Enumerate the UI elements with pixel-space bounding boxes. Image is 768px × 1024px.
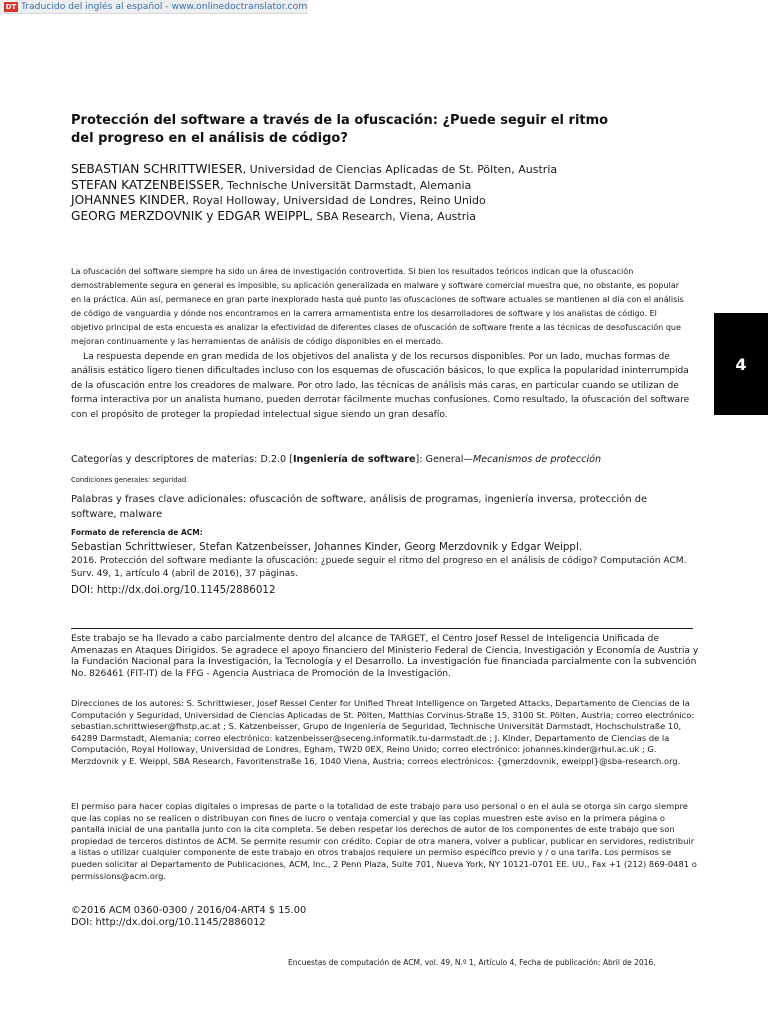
paper-title <box>71 112 611 148</box>
copyright-doi: DOI: http://dx.doi.org/10.1145/2886012 <box>71 917 266 928</box>
author-line <box>71 209 691 225</box>
reference-format-label: Formato de referencia de ACM: <box>71 528 203 537</box>
chapter-tab <box>714 313 768 415</box>
author-affiliation: , Royal Holloway, Universidad de Londres, Reino Unido <box>185 194 486 208</box>
author-name: SEBASTIAN SCHRITTWIESER <box>71 162 243 176</box>
author-affiliation: , Technische Universität Darmstadt, Alemania <box>220 178 472 192</box>
reference-text: 2016. Protección del software mediante la ofuscación: ¿puede seguir el ritmo del progreso en el análisis de código? Computación ACM. Surv. 49, 1, artículo 4 (abril de 2016), 37 páginas. <box>71 556 687 580</box>
general-terms: Condiciones generales: seguridad <box>71 476 187 484</box>
translator-link[interactable]: Traducido del inglés al español - www.onlinedoctranslator.com <box>21 1 308 12</box>
abstract-paragraph: La respuesta depende en gran medida de los objetivos del analista y de los recursos disponibles. Por un lado, muchas formas de análisis estático ligero tienen dificultades incluso con los esquemas de ofuscación básicos, lo que explica la popularidad ininterrumpida de la ofuscación entre los creadores de malware. Por otro lado, las técnicas de análisis más caras, en particular cuando se utilizan de forma interactiva por un analista humano, pueden derrotar fácilmente muchas confusiones. Como resultado, la ofuscación del software con el propósito de proteger la propiedad intelectual sigue siendo un gran desafío. <box>71 351 690 420</box>
author-name: JOHANNES KINDER <box>71 193 186 208</box>
abstract-paragraph: La ofuscación del software siempre ha sido un área de investigación controvertida. Si bien los resultados teóricos indican que la ofuscación demostrablemente segura en general es imposible, su aplicación generalizada en malware y software comercial muestra que, no obstante, es popular en la práctica. Aún así, permanece en gran parte inexplorado hasta qué punto las ofuscaciones de software actuales se mantienen al día con el análisis de código de vanguardia y dónde nos encontramos en la carrera armamentista entre los desarrolladores de software y los analistas de código. El objetivo principal de esta encuesta es analizar la efectividad de diferentes clases de ofuscación de software frente a las técnicas de desofuscación que mejoran continuamente y las herramientas de análisis de código disponibles en el mercado. <box>71 267 684 347</box>
title-line: del progreso en el análisis de código? <box>71 131 348 146</box>
title-line: Protección del software a través de la ofuscación: ¿Puede seguir el ritmo <box>71 113 609 128</box>
author-affiliation: , Universidad de Ciencias Aplicadas de St. Pölten, Austria <box>242 163 558 176</box>
author-line <box>71 178 691 194</box>
reference-doi: DOI: http://dx.doi.org/10.1145/2886012 <box>71 584 276 596</box>
keywords: Palabras y frases clave adicionales: ofuscación de software, análisis de programas, ingeniería inversa, protección de software, malware <box>71 494 648 520</box>
author-line <box>71 193 691 209</box>
author-name: STEFAN KATZENBEISSER <box>71 177 221 192</box>
reference-authors: Sebastian Schrittwieser, Stefan Katzenbeisser, Johannes Kinder, Georg Merzdovnik y Edgar Weippl. <box>71 541 583 553</box>
author-affiliation: , SBA Research, Viena, Austria <box>309 209 477 223</box>
categories-middle: ]: General— <box>415 454 473 465</box>
categories-italic: Mecanismos de protección <box>472 454 602 465</box>
permissions-notice: El permiso para hacer copias digitales o impresas de parte o la totalidad de este trabajo para uso personal o en el aula se otorga sin cargo siempre que las copias no se realicen o distribuyan con fines de lucro o ventaja comercial y que las copias muestren este aviso en la primera página o pantalla inicial de una pantalla junto con la cita completa. Se deben respetar los derechos de autor de los componentes de este trabajo que son propiedad de terceros distintos de ACM. Se permite resumir con crédito. Copiar de otra manera, volver a publicar, publicar en servidores, redistribuir a listas o utilizar cualquier componente de este trabajo en otros trabajos requiere un permiso específico previo y / o una tarifa. Los permisos se pueden solicitar al Departamento de Publicaciones, ACM, Inc., 2 Penn Plaza, Suite 701, Nueva York, NY 10121-0701 EE. UU., Fax +1 (212) 869-0481 o permissions@acm.org. <box>71 801 697 881</box>
author-addresses: Direcciones de los autores: S. Schrittwieser, Josef Ressel Center for Unified Threat Intelligence on Targeted Attacks, Departamento de Ciencias de la Computación y Seguridad, Universidad de Ciencias Aplicadas de St. Pölten, Matthias Corvinus-Straße 15, 3100 St. Pölten, Austria; correo electrónico: sebastian.schrittwieser@fhstp.ac.at ; S. Katzenbeisser, Grupo de Ingeniería de Seguridad, Technische Universität Darmstadt, Hochschulstraße 10, 64289 Darmstadt, Alemania; correo electrónico: katzenbeisser@seceng.informatik.tu-darmstadt.de ; J. Kinder, Departamento de Ciencias de la Computación, Royal Holloway, Universidad de Londres, Egham, TW20 0EX, Reino Unido; correo electrónico: johannes.kinder@rhul.ac.uk ; G. Merzdovnik y E. Weippl, SBA Research, Favoritenstraße 16, 1040 Viena, Austria; correos electrónicos: {gmerzdovnik, eweippl}@sba-research.org. <box>71 698 695 766</box>
subject-categories <box>71 453 691 467</box>
translator-logo-icon: DT <box>5 2 17 11</box>
categories-bold: Ingeniería de software <box>292 454 416 465</box>
chapter-number: 4 <box>735 354 747 374</box>
translator-banner[interactable] <box>0 0 308 14</box>
footnote-divider <box>71 628 693 629</box>
copyright-line: ©2016 ACM 0360-0300 / 2016/04-ART4 $ 15.00 <box>71 905 307 916</box>
author-name: GEORG MERZDOVNIK y EDGAR WEIPPL <box>71 208 310 223</box>
acknowledgment: Este trabajo se ha llevado a cabo parcialmente dentro del alcance de TARGET, el Centro Josef Ressel de Inteligencia Unificada de Amenazas en Ataques Dirigidos. Se agradece el apoyo financiero del Ministerio Federal de Ciencia, Investigación y Economía de Austria y la Fundación Nacional para la Investigación, la Tecnología y el Desarrollo. La investigación fue financiada parcialmente con la subvención No. 826461 (FIT-IT) de la FFG - Agencia Austriaca de Promoción de la Investigación. <box>71 634 699 679</box>
abstract <box>71 265 691 423</box>
author-line <box>71 162 691 178</box>
page-footer: Encuestas de computación de ACM, vol. 49, N.º 1, Artículo 4, Fecha de publicación: Abril de 2016. <box>288 958 656 967</box>
categories-prefix: Categorías y descriptores de materias: D.2.0 [ <box>71 454 293 465</box>
author-list <box>71 162 691 224</box>
